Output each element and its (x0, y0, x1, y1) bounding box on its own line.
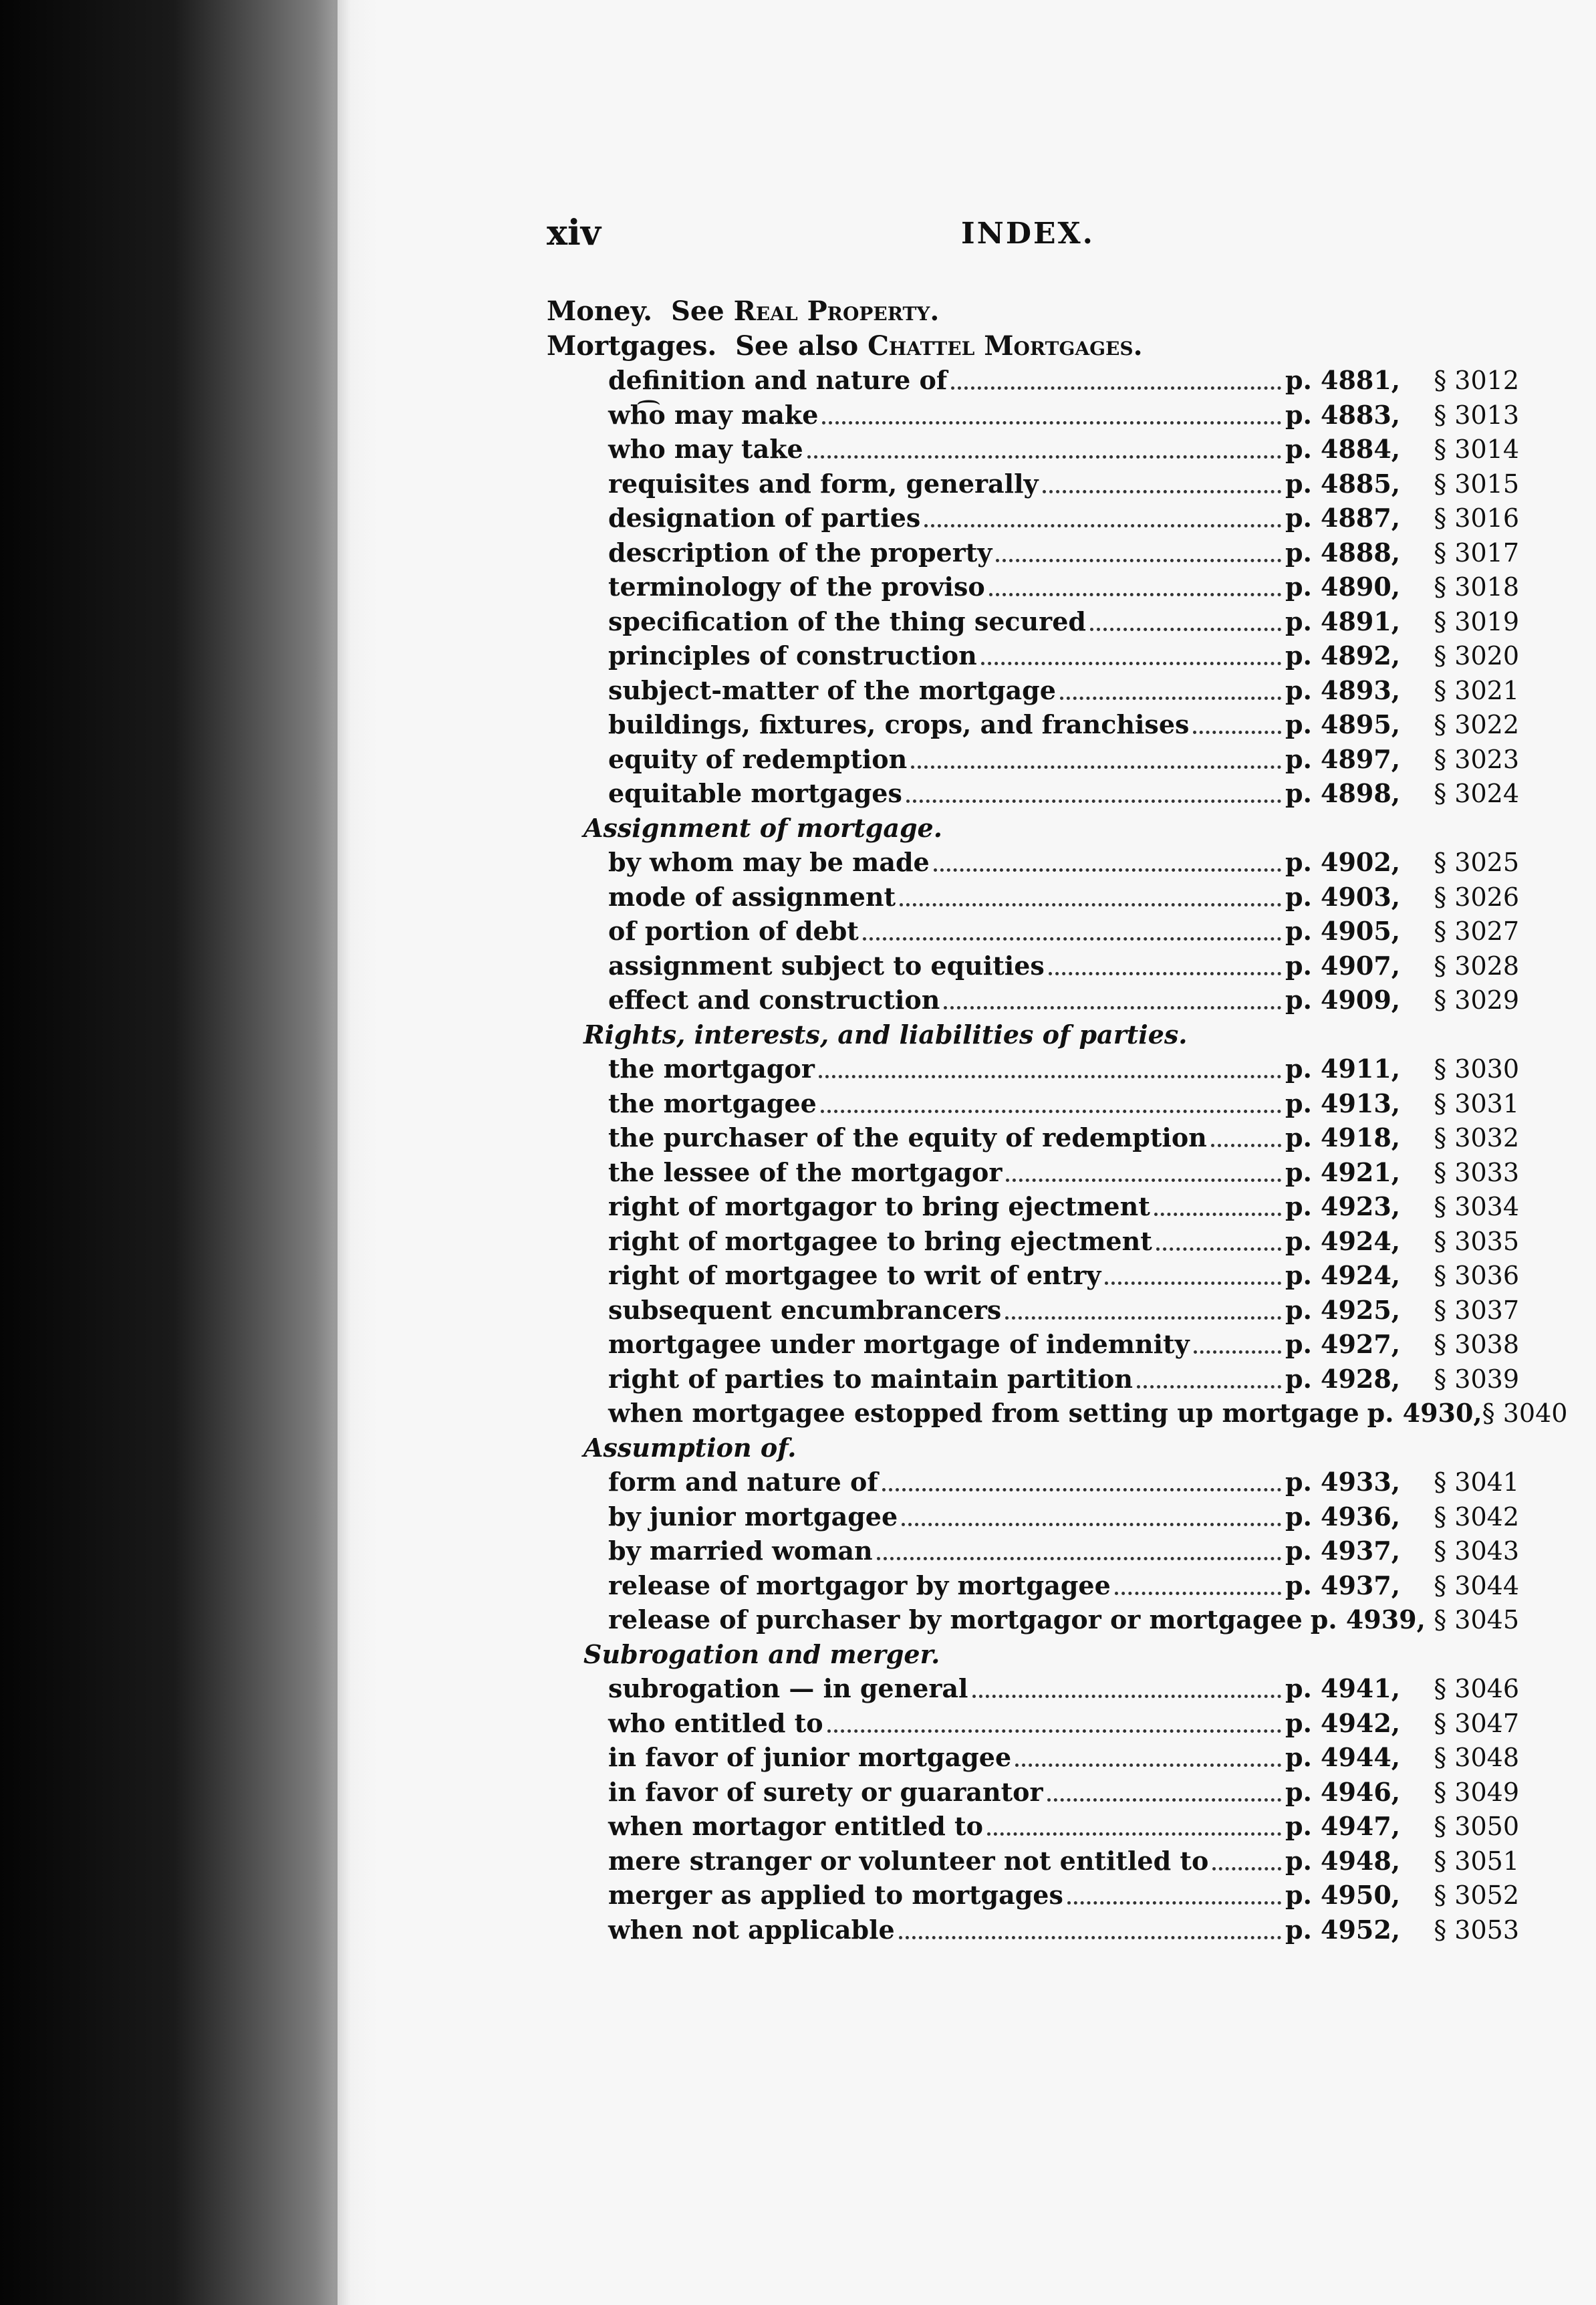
section-reference: § 3030 (1434, 1054, 1519, 1084)
section-reference: § 3033 (1434, 1157, 1519, 1187)
entry-label: right of mortgagor to bring ejectment (608, 1191, 1150, 1221)
dot-leader (1060, 697, 1281, 700)
index-entry (547, 1224, 1519, 1259)
dot-leader (807, 455, 1281, 459)
entry-label: right of mortgagee to bring ejectment (608, 1225, 1152, 1256)
page-reference: p. 4913, (1285, 1088, 1401, 1118)
page-reference: p. 4936, (1285, 1501, 1401, 1532)
page-reference: p. 4930, (1367, 1398, 1482, 1428)
index-entry (547, 1913, 1519, 1947)
index-entry (547, 776, 1519, 811)
section-reference: § 3036 (1434, 1261, 1519, 1290)
index-entry (547, 1155, 1519, 1190)
page-reference: p. 4884, (1285, 434, 1401, 464)
entry-label: buildings, fixtures, crops, and franchises (608, 709, 1190, 739)
section-reference: § 3013 (1434, 400, 1519, 430)
section-reference: § 3039 (1434, 1364, 1519, 1394)
page-reference: p. 4925, (1285, 1294, 1401, 1325)
entry-label: when not applicable (608, 1914, 895, 1945)
index-entry (547, 1189, 1519, 1224)
page-number: xiv (547, 213, 601, 253)
index-entry (547, 1327, 1519, 1362)
index-heading-money (547, 294, 1519, 329)
index-entry (547, 432, 1519, 467)
dot-leader (1156, 1247, 1281, 1251)
dot-leader (877, 1557, 1281, 1560)
section-reference: § 3037 (1434, 1295, 1519, 1325)
index-entry (547, 398, 1519, 433)
page-reference: p. 4937, (1285, 1536, 1401, 1566)
see-label: See (670, 295, 724, 327)
dot-leader (1067, 1901, 1281, 1905)
section-reference: § 3044 (1434, 1570, 1519, 1600)
dot-leader (924, 524, 1281, 527)
page-reference: p. 4893, (1285, 675, 1401, 705)
section-reference: § 3028 (1434, 951, 1519, 981)
index-entry (547, 845, 1519, 880)
section-reference: § 3021 (1434, 675, 1519, 705)
dot-leader (827, 1729, 1281, 1733)
index-entry (547, 1568, 1519, 1603)
index-entry (547, 638, 1519, 673)
dot-leader (882, 1488, 1281, 1491)
subsection-title: Assignment of mortgage. (583, 812, 942, 843)
dot-leader (900, 903, 1281, 906)
index-entry (547, 604, 1519, 639)
dot-leader (906, 800, 1281, 803)
dot-leader (822, 421, 1281, 424)
index-entry (547, 570, 1519, 604)
page-reference: p. 4905, (1285, 916, 1401, 946)
page-reference: p. 4897, (1285, 743, 1401, 774)
page-reference: p. 4950, (1285, 1880, 1401, 1910)
index-entry (547, 1775, 1519, 1810)
index-entry (547, 1740, 1519, 1775)
dot-leader (1006, 1179, 1281, 1182)
entry-label: right of parties to maintain partition (608, 1363, 1134, 1394)
entry-label: release of mortgagor by mortgagee (608, 1570, 1111, 1600)
index-entry (547, 1706, 1519, 1741)
index-entry (547, 914, 1519, 949)
section-reference: § 3049 (1434, 1777, 1519, 1807)
section-reference: § 3026 (1434, 882, 1519, 912)
entry-label: description of the property (608, 537, 992, 568)
section-reference: § 3024 (1434, 779, 1519, 808)
entry-label: release of purchaser by mortgagor or mortgagee (608, 1604, 1303, 1634)
entry-label: in favor of surety or guarantor (608, 1776, 1043, 1807)
page-reference: p. 4883, (1285, 399, 1401, 430)
dot-leader (1137, 1385, 1281, 1388)
dot-leader (911, 765, 1281, 769)
section-reference: § 3012 (1434, 366, 1519, 395)
dot-leader (972, 1695, 1282, 1698)
page-reference: p. 4933, (1285, 1467, 1401, 1497)
dot-leader (981, 662, 1281, 665)
entry-label: subrogation — in general (608, 1673, 968, 1703)
dot-leader (899, 1936, 1281, 1939)
section-reference: § 3048 (1434, 1743, 1519, 1772)
entry-label: when mortagor entitled to (608, 1811, 983, 1841)
section-reference: § 3042 (1434, 1501, 1519, 1532)
subsection-title: Subrogation and merger. (583, 1639, 940, 1669)
page-header (547, 213, 1509, 266)
index-entry (547, 1396, 1568, 1431)
section-reference: § 3019 (1434, 606, 1519, 636)
section-reference: § 3043 (1434, 1536, 1519, 1566)
page-reference: p. 4881, (1285, 365, 1401, 395)
mortgages-subsections (547, 811, 1568, 1947)
page-reference: p. 4948, (1285, 1845, 1401, 1876)
page-reference: p. 4952, (1285, 1914, 1401, 1945)
section-reference: § 3025 (1434, 848, 1519, 877)
section-reference: § 3038 (1434, 1330, 1519, 1359)
entry-label: mode of assignment (608, 881, 896, 912)
section-reference: § 3041 (1434, 1467, 1519, 1497)
section-reference: § 3052 (1434, 1881, 1519, 1910)
entry-label: effect and construction (608, 985, 940, 1015)
dot-leader (1015, 1764, 1281, 1767)
subsection-title: Assumption of. (583, 1432, 797, 1463)
running-head: INDEX. (961, 217, 1095, 251)
dot-leader (1212, 1867, 1281, 1870)
index-entry (547, 983, 1519, 1017)
page-reference: p. 4902, (1285, 847, 1401, 877)
dot-leader (1047, 1798, 1281, 1802)
section-reference: § 3034 (1434, 1192, 1519, 1221)
page-reference: p. 4928, (1285, 1363, 1401, 1394)
entry-label: equitable mortgages (608, 778, 902, 808)
entry-label: wh͡o may make (608, 399, 819, 430)
index-entry (547, 1120, 1519, 1155)
dot-leader (987, 1832, 1281, 1836)
page-reference: p. 4892, (1285, 640, 1401, 671)
entry-label: the lessee of the mortgagor (608, 1157, 1003, 1187)
index-entry (547, 742, 1519, 777)
entry-label: subject-matter of the mortgage (608, 675, 1056, 705)
dot-leader (944, 1006, 1281, 1009)
section-reference: § 3014 (1434, 435, 1519, 464)
page-reference: p. 4887, (1285, 503, 1401, 533)
dot-leader (934, 868, 1281, 872)
page-reference: p. 4890, (1285, 572, 1401, 602)
dot-leader (1211, 1144, 1281, 1147)
entry-label: form and nature of (608, 1467, 878, 1497)
page-reference: p. 4924, (1285, 1260, 1401, 1290)
dot-leader (1194, 1350, 1281, 1354)
section-reference: § 3020 (1434, 641, 1519, 671)
section-reference: § 3045 (1434, 1605, 1519, 1634)
index-entry (547, 1534, 1519, 1568)
page-reference: p. 4907, (1285, 950, 1401, 981)
page-reference: p. 4944, (1285, 1742, 1401, 1772)
index-entry (547, 707, 1519, 742)
section-reference: § 3017 (1434, 537, 1519, 568)
section-reference: § 3015 (1434, 469, 1519, 499)
index-entry (547, 1878, 1519, 1913)
index-entry (547, 1052, 1519, 1086)
page-reference: p. 4939, (1310, 1604, 1426, 1634)
page-reference: p. 4924, (1285, 1225, 1401, 1256)
page-reference: p. 4891, (1285, 606, 1401, 636)
index-entry (547, 1671, 1519, 1706)
dot-leader (863, 937, 1281, 941)
index-entry (547, 1086, 1519, 1121)
page-reference: p. 4909, (1285, 985, 1401, 1015)
index-entry (547, 673, 1519, 708)
index-entry (547, 1258, 1519, 1293)
entry-label: subsequent encumbrancers (608, 1294, 1002, 1325)
page-reference: p. 4911, (1285, 1054, 1401, 1084)
entry-label: mortgagee under mortgage of indemnity (608, 1329, 1190, 1359)
section-reference: § 3051 (1434, 1846, 1519, 1876)
entry-label: equity of redemption (608, 743, 908, 774)
dot-leader (1005, 1316, 1281, 1320)
entry-label: right of mortgagee to writ of entry (608, 1260, 1101, 1290)
heading-term: Mortgages. (547, 330, 717, 362)
entry-label: when mortgagee estopped from setting up mortgage (608, 1398, 1359, 1428)
index-entry (547, 1465, 1519, 1499)
index-entry (547, 1844, 1519, 1878)
index-entry (547, 1293, 1519, 1328)
section-reference: § 3047 (1434, 1708, 1519, 1738)
entry-label: the mortgagee (608, 1088, 817, 1118)
page-reference: p. 4895, (1285, 709, 1401, 739)
dot-leader (1049, 972, 1281, 975)
see-label: See also (735, 330, 859, 362)
section-reference: § 3046 (1434, 1674, 1519, 1703)
dot-leader (1115, 1592, 1281, 1595)
page-reference: p. 4903, (1285, 881, 1401, 912)
dot-leader (989, 593, 1281, 596)
dot-leader (819, 1075, 1281, 1078)
entry-label: by married woman (608, 1536, 873, 1566)
entry-label: terminology of the proviso (608, 572, 985, 602)
section-reference: § 3053 (1434, 1915, 1519, 1945)
section-reference: § 3050 (1434, 1812, 1519, 1841)
page-reference: p. 4921, (1285, 1157, 1401, 1187)
section-reference: § 3031 (1434, 1088, 1519, 1118)
dot-leader (1090, 628, 1281, 631)
dot-leader (1105, 1282, 1281, 1285)
entry-label: by junior mortgagee (608, 1501, 898, 1532)
section-reference: § 3040 (1482, 1399, 1568, 1428)
page-reference: p. 4885, (1285, 468, 1401, 499)
mortgages-entries (547, 363, 1519, 811)
section-reference: § 3032 (1434, 1123, 1519, 1152)
page-reference: p. 4937, (1285, 1570, 1401, 1600)
section-reference: § 3016 (1434, 503, 1519, 533)
page-reference: p. 4888, (1285, 537, 1401, 568)
index-entry (547, 1809, 1519, 1844)
entry-label: who entitled to (608, 1707, 823, 1738)
index-entry (547, 1499, 1519, 1534)
dot-leader (902, 1523, 1281, 1526)
page-reference: p. 4947, (1285, 1811, 1401, 1841)
page-reference: p. 4941, (1285, 1673, 1401, 1703)
subsection-title: Rights, interests, and liabilities of parties. (583, 1019, 1188, 1050)
section-reference: § 3035 (1434, 1226, 1519, 1256)
page-reference: p. 4946, (1285, 1776, 1401, 1807)
index-entry (547, 363, 1519, 398)
dot-leader (821, 1110, 1281, 1113)
page-reference: p. 4898, (1285, 778, 1401, 808)
index-content (547, 294, 1568, 1947)
page-reference: p. 4927, (1285, 1329, 1401, 1359)
index-entry (547, 467, 1519, 501)
index-entry (547, 949, 1519, 983)
dot-leader (1193, 731, 1281, 734)
section-reference: § 3018 (1434, 572, 1519, 602)
entry-label: requisites and form, generally (608, 468, 1039, 499)
page-reference: p. 4942, (1285, 1707, 1401, 1738)
page-reference: p. 4918, (1285, 1122, 1401, 1152)
entry-label: merger as applied to mortgages (608, 1880, 1063, 1910)
entry-label: designation of parties (608, 503, 921, 533)
entry-label: the mortgagor (608, 1054, 815, 1084)
entry-label: mere stranger or volunteer not entitled to (608, 1845, 1209, 1876)
dot-leader (951, 386, 1281, 390)
entry-label: the purchaser of the equity of redemption (608, 1122, 1207, 1152)
entry-label: who may take (608, 434, 803, 464)
entry-label: definition and nature of (608, 365, 948, 395)
index-entry (547, 501, 1519, 535)
see-target: Real Property. (733, 295, 940, 327)
dot-leader (1043, 490, 1281, 493)
entry-label: by whom may be made (608, 847, 930, 877)
dot-leader (996, 559, 1281, 562)
section-reference: § 3029 (1434, 985, 1519, 1015)
entry-label: of portion of debt (608, 916, 859, 946)
dot-leader (1154, 1213, 1281, 1216)
index-entry (547, 880, 1519, 915)
entry-label: principles of construction (608, 640, 977, 671)
section-reference: § 3027 (1434, 917, 1519, 946)
index-heading-mortgages (547, 329, 1519, 364)
entry-label: assignment subject to equities (608, 950, 1045, 981)
entry-label: in favor of junior mortgagee (608, 1742, 1012, 1772)
see-target: Chattel Mortgages. (868, 330, 1143, 362)
section-reference: § 3022 (1434, 710, 1519, 739)
section-reference: § 3023 (1434, 744, 1519, 774)
index-entry (547, 535, 1519, 570)
heading-term: Money. (547, 295, 653, 327)
entry-label: specification of the thing secured (608, 606, 1086, 636)
page-reference: p. 4923, (1285, 1191, 1401, 1221)
index-entry (547, 1362, 1519, 1397)
index-entry (547, 1602, 1519, 1637)
